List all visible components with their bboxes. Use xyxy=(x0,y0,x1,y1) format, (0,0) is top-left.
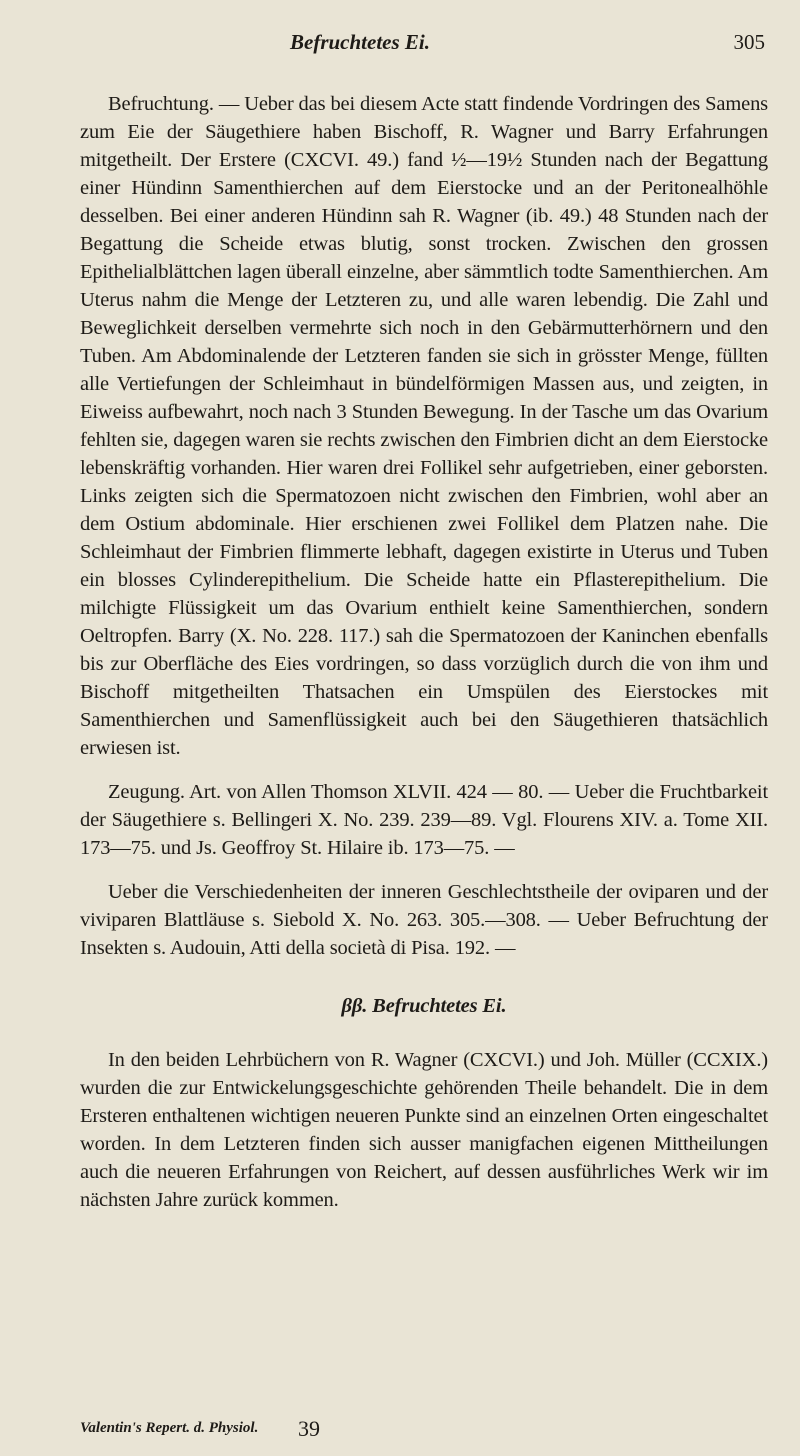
page-footer xyxy=(80,1416,720,1444)
section-heading: ββ. Befruchtetes Ei. xyxy=(341,995,507,1017)
paragraph-lehrbuecher: In den beiden Lehrbüchern von R. Wagner (CXCVI.) und Joh. Müller (CCXIX.) wurden die zur Entwickelungsgeschichte gehörenden Theile behandelt. Die in dem Ersteren enthaltenen wichtigen neueren Punkte sind an einzelnen Orten eingeschaltet worden. In dem Letzteren finden sich ausser manigfachen eigenen Mittheilungen auch die neueren Erfahrungen von Reichert, auf dessen ausführliches Werk wir im nächsten Jahre zurück kommen. xyxy=(80,1049,768,1211)
paragraph-zeugung: Zeugung. Art. von Allen Thomson XLVII. 424 — 80. — Ueber die Fruchtbarkeit der Säugethiere s. Bellingeri X. No. 239. 239—89. Vgl. Flourens XIV. a. Tome XII. 173—75. und Js. Geoffroy St. Hilaire ib. 173—75. — xyxy=(80,781,768,859)
footer-source: Valentin's Repert. d. Physiol. xyxy=(80,1420,259,1436)
paragraph-befruchtung: Befruchtung. — Ueber das bei diesem Acte statt findende Vordringen des Samens zum Eie der Säugethiere haben Bischoff, R. Wagner und Barry Erfahrungen mitgetheilt. Der Erstere (CXCVI. 49.) fand ½—19½ Stunden nach der Begattung einer Hündinn Samenthierchen auf dem Eierstocke und an der Peritonealhöhle desselben. Bei einer anderen Hündinn sah R. Wagner (ib. 49.) 48 Stunden nach der Begattung die Scheide etwas blutig, sonst trocken. Zwischen den grossen Epithelialblättchen lagen überall einzelne, aber sämmtlich todte Samenthierchen. Am Uterus nahm die Menge der Letzteren zu, und alle waren lebendig. Die Zahl und Beweglichkeit derselben vermehrte sich noch in den Gebärmutterhörnern und den Tuben. Am Abdominalende der Letzteren fanden sie sich in grösster Menge, füllten alle Vertiefungen der Schleimhaut in bündelförmigen Massen aus, und zeigten, in Eiweiss aufbewahrt, noch nach 3 Stunden Bewegung. In der Tasche um das Ovarium fehlten sie, dagegen waren sie rechts zwischen den Fimbrien dicht an dem Eierstocke lebenskräftig vorhanden. Hier waren drei Follikel sehr aufgetrieben, einer geborsten. Links zeigten sich die Spermatozoen nicht zwischen den Fimbrien, wohl aber an dem Ostium abdominale. Hier erschienen zwei Follikel dem Platzen nahe. Die Schleimhaut der Fimbrien flimmerte lebhaft, dagegen existirte in Uterus und Tuben ein blosses Cylinderepithelium. Die Scheide hatte ein Pflasterepithelium. Die milchigte Flüssigkeit um das Ovarium enthielt keine Samenthierchen, sondern Oeltropfen. Barry (X. No. 228. 117.) sah die Spermatozoen der Kaninchen ebenfalls bis zur Oberfläche des Eies vordringen, so dass vorzüglich durch die von ihm und Bischoff mitgetheilten Thatsachen ein Umspülen des Eierstockes mit Samenthierchen und Samenflüssigkeit auch bei den Säugethieren thatsächlich erwiesen ist. xyxy=(80,93,768,759)
signature-mark: 39 xyxy=(298,1416,320,1441)
paragraph-blattlaeuse: Ueber die Verschiedenheiten der inneren Geschlechtstheile der oviparen und der viviparen Blattläuse s. Siebold X. No. 263. 305.—308. — Ueber Befruchtung der Insekten s. Audouin, Atti della società di Pisa. 192. — xyxy=(80,881,768,959)
page-header xyxy=(80,30,765,60)
page-number: 305 xyxy=(733,30,765,54)
page-body xyxy=(80,90,768,1214)
running-title: Befruchtetes Ei. xyxy=(290,30,430,54)
